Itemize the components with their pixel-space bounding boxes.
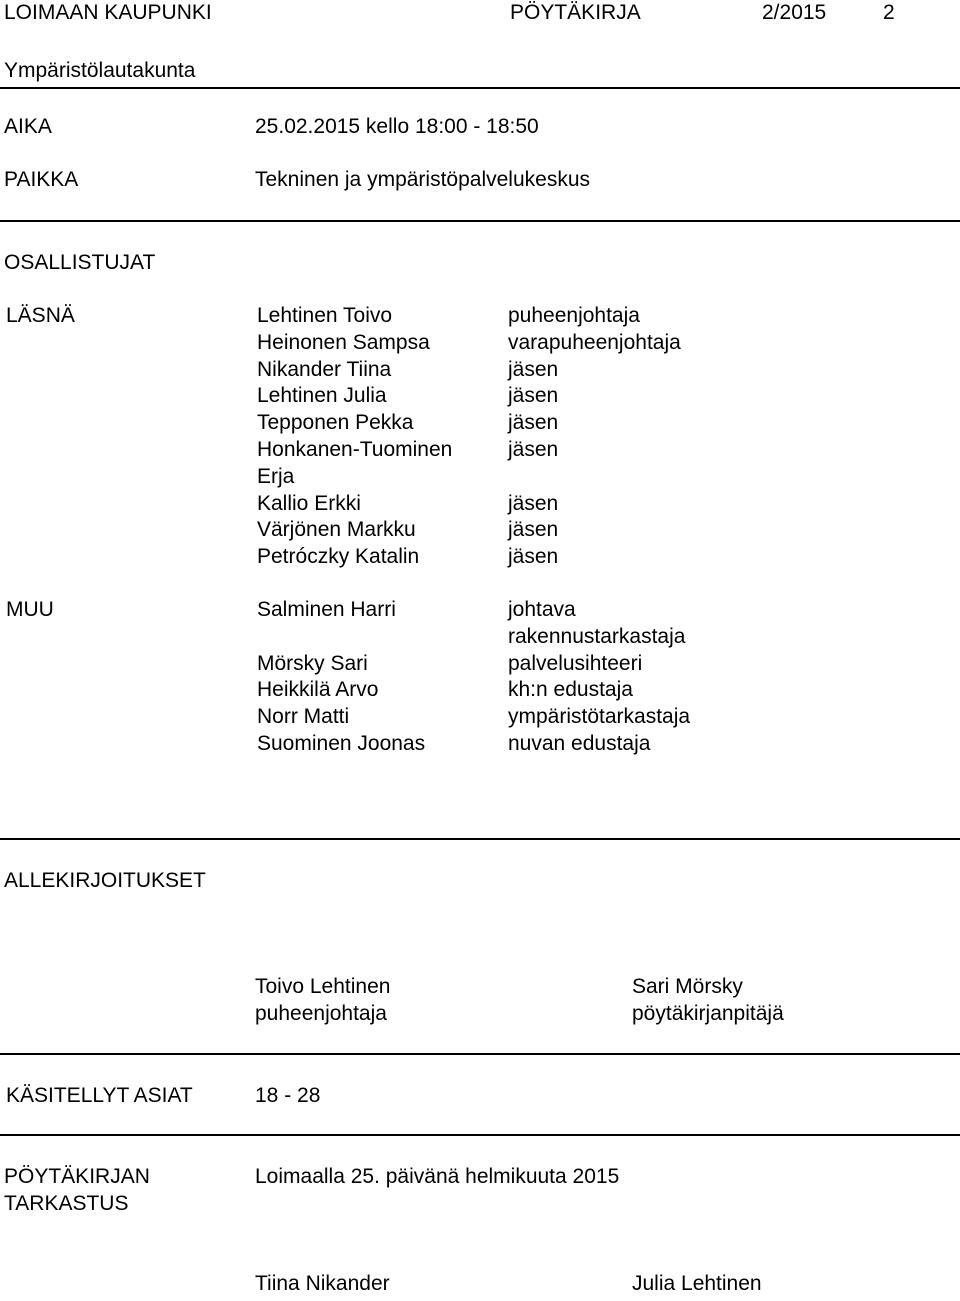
- signer-left-name: Toivo Lehtinen: [255, 975, 391, 998]
- header-divider: [0, 87, 960, 89]
- signatures-heading: ALLEKIRJOITUKSET: [4, 869, 206, 892]
- participant-name: Honkanen-Tuominen: [257, 437, 453, 461]
- place-label: PAIKKA: [4, 168, 79, 191]
- time-value: 25.02.2015 kello 18:00 - 18:50: [255, 115, 539, 138]
- participant-role: [508, 464, 681, 491]
- participant-name: Mörsky Sari: [257, 651, 368, 675]
- participant-name: Heinonen Sampsa: [257, 330, 430, 354]
- review-label-line1: PÖYTÄKIRJAN: [4, 1165, 150, 1188]
- items-label: KÄSITELLYT ASIAT: [6, 1084, 193, 1107]
- items-divider: [0, 1134, 960, 1136]
- present-roles: [508, 303, 681, 571]
- participant-name: Tepponen Pekka: [257, 411, 414, 435]
- items-value: 18 - 28: [255, 1084, 321, 1107]
- participant-role: jäsen: [508, 437, 559, 461]
- participant-name: Värjönen Markku: [257, 518, 416, 542]
- participants-divider: [0, 838, 960, 840]
- participant-role: jäsen: [508, 545, 559, 569]
- participant-name: Nikander Tiina: [257, 357, 392, 381]
- meeting-divider: [0, 220, 960, 222]
- signatures-divider: [0, 1053, 960, 1055]
- participant-role: nuvan edustaja: [508, 731, 651, 755]
- participants-heading: OSALLISTUJAT: [4, 251, 156, 274]
- participant-name: Kallio Erkki: [257, 491, 361, 515]
- participant-name: Heikkilä Arvo: [257, 678, 379, 702]
- document-type: PÖYTÄKIRJA: [510, 1, 641, 24]
- participant-role: jäsen: [508, 491, 559, 515]
- participant-role: jäsen: [508, 411, 559, 435]
- participant-name: Salminen Harri: [257, 598, 396, 621]
- signer-right-name: Sari Mörsky: [632, 975, 743, 998]
- participant-role: jäsen: [508, 518, 559, 542]
- participant-name: Lehtinen Julia: [257, 384, 387, 408]
- time-label: AIKA: [4, 115, 52, 138]
- participant-role: jäsen: [508, 384, 559, 408]
- reviewer-right-name: Julia Lehtinen: [632, 1272, 762, 1295]
- reviewer-left-name: Tiina Nikander: [255, 1272, 390, 1295]
- participant-name: Petróczky Katalin: [257, 545, 420, 569]
- participant-name: [257, 624, 425, 651]
- other-roles: [508, 597, 690, 758]
- committee-name: Ympäristölautakunta: [4, 59, 196, 82]
- present-names: [257, 303, 452, 571]
- review-label-line2: TARKASTUS: [4, 1192, 129, 1215]
- municipality-name: LOIMAAN KAUPUNKI: [4, 1, 212, 24]
- participant-name: Lehtinen Toivo: [257, 304, 393, 327]
- page-number: 2: [883, 1, 895, 24]
- participant-role: varapuheenjohtaja: [508, 330, 681, 354]
- review-value: Loimaalla 25. päivänä helmikuuta 2015: [255, 1165, 620, 1188]
- participant-name: Suominen Joonas: [257, 731, 426, 755]
- participant-role: puheenjohtaja: [508, 304, 640, 327]
- participant-role: kh:n edustaja: [508, 678, 633, 702]
- place-value: Tekninen ja ympäristöpalvelukeskus: [255, 168, 591, 191]
- participant-name: Norr Matti: [257, 705, 350, 729]
- signer-left-role: puheenjohtaja: [255, 1002, 387, 1025]
- participant-role: ympäristötarkastaja: [508, 705, 691, 729]
- present-label: LÄSNÄ: [6, 304, 75, 327]
- participant-role: palvelusihteeri: [508, 651, 643, 675]
- other-names: [257, 597, 425, 758]
- participant-role: jäsen: [508, 357, 559, 381]
- signer-right-role: pöytäkirjanpitäjä: [632, 1002, 784, 1025]
- other-label: MUU: [6, 598, 54, 621]
- participant-role: rakennustarkastaja: [508, 624, 686, 648]
- document-number: 2/2015: [762, 1, 827, 24]
- participant-name: Erja: [257, 464, 295, 488]
- participant-role: johtava: [508, 598, 576, 621]
